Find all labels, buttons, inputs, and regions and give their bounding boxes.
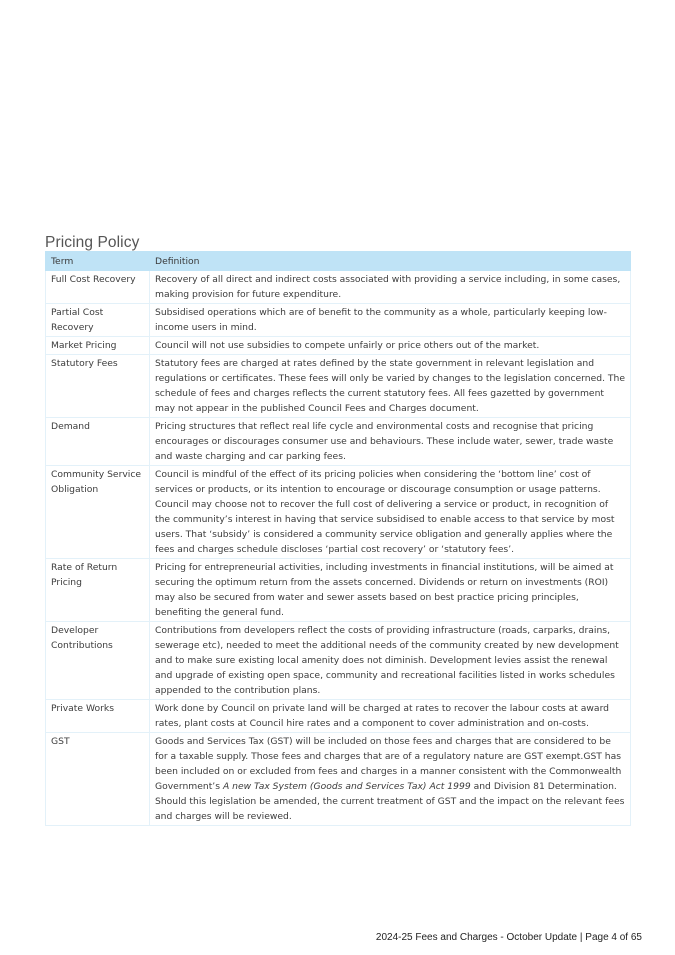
row-term: Demand <box>46 418 150 466</box>
row-definition: Subsidised operations which are of benefit to the community as a whole, particularly keeping low-income users in mind. <box>150 304 631 337</box>
table-row <box>46 418 631 466</box>
row-term: Market Pricing <box>46 337 150 355</box>
page-footer: 2024-25 Fees and Charges - October Update | Page 4 of 65 <box>375 932 642 943</box>
row-term: Rate of Return Pricing <box>46 559 150 622</box>
act-title: A new Tax System (Goods and Services Tax) Act 1999 <box>222 781 471 792</box>
row-term: Full Cost Recovery <box>46 271 150 304</box>
row-definition <box>150 733 631 826</box>
table-row <box>46 355 631 418</box>
row-definition: Recovery of all direct and indirect costs associated with providing a service including, in some cases, making provision for future expenditure. <box>150 271 631 304</box>
row-definition: Work done by Council on private land will be charged at rates to recover the labour costs at award rates, plant costs at Council hire rates and a component to cover administration and on-costs. <box>150 700 631 733</box>
row-definition: Council is mindful of the effect of its pricing policies when considering the ‘bottom line’ cost of services or products, or its intention to encourage or discourage consumption or usage patterns. Council may choose not to recover the full cost of delivering a service or product, in recognition of the community’s interest in having that service subsidised to enable access to that service by most users. That ‘subsidy’ is considered a community service obligation and generally applies where the fees and charges schedule discloses ‘partial cost recovery’ or ‘statutory fees’. <box>150 466 631 559</box>
row-term: Developer Contributions <box>46 622 150 700</box>
row-term: Private Works <box>46 700 150 733</box>
definition-text: and Division 81 Determination. Should this legislation be amended, the current treatment of GST and the impact on the relevant fees and charges will be reviewed. <box>155 781 625 822</box>
row-term: Community Service Obligation <box>46 466 150 559</box>
row-term: GST <box>46 733 150 826</box>
table-row <box>46 700 631 733</box>
table-row <box>46 337 631 355</box>
table-header-row <box>46 252 631 271</box>
table-row <box>46 466 631 559</box>
table-row <box>46 559 631 622</box>
row-term: Statutory Fees <box>46 355 150 418</box>
header-definition: Definition <box>150 252 631 271</box>
table-row <box>46 733 631 826</box>
row-definition: Statutory fees are charged at rates defined by the state government in relevant legislation and regulations or certificates. These fees will only be varied by changes to the legislation concerned. The schedule of fees and charges reflects the current statutory fees. All fees gazetted by government may not appear in the published Council Fees and Charges document. <box>150 355 631 418</box>
table-row <box>46 271 631 304</box>
row-definition: Pricing for entrepreneurial activities, including investments in financial institutions, will be aimed at securing the optimum return from the assets concerned. Dividends or return on investments (ROI) may also be secured from water and sewer assets based on best practice pricing principles, benefiting the general fund. <box>150 559 631 622</box>
header-term: Term <box>46 252 150 271</box>
definition-text: Goods and Services Tax (GST) will be included on those fees and charges that are considered to be for a taxable supply. Those fees and charges that are of a regulatory nature are GST exempt.GST has been included on or excluded from fees and charges in a manner consistent with the Commonwealth Government’s <box>155 736 622 792</box>
section-title: Pricing Policy <box>45 233 140 251</box>
row-term: Partial Cost Recovery <box>46 304 150 337</box>
row-definition: Pricing structures that reflect real life cycle and environmental costs and recognise that pricing encourages or discourages consumer use and behaviours. These include water, sewer, trade waste and waste charging and car parking fees. <box>150 418 631 466</box>
row-definition: Council will not use subsidies to compete unfairly or price others out of the market. <box>150 337 631 355</box>
table-row <box>46 304 631 337</box>
row-definition: Contributions from developers reflect the costs of providing infrastructure (roads, carparks, drains, sewerage etc), needed to meet the additional needs of the community created by new development and to make sure existing local amenity does not diminish. Development levies assist the renewal and upgrade of existing open space, community and recreational facilities listed in works schedules appended to the contribution plans. <box>150 622 631 700</box>
pricing-policy-table <box>45 251 631 826</box>
table-row <box>46 622 631 700</box>
